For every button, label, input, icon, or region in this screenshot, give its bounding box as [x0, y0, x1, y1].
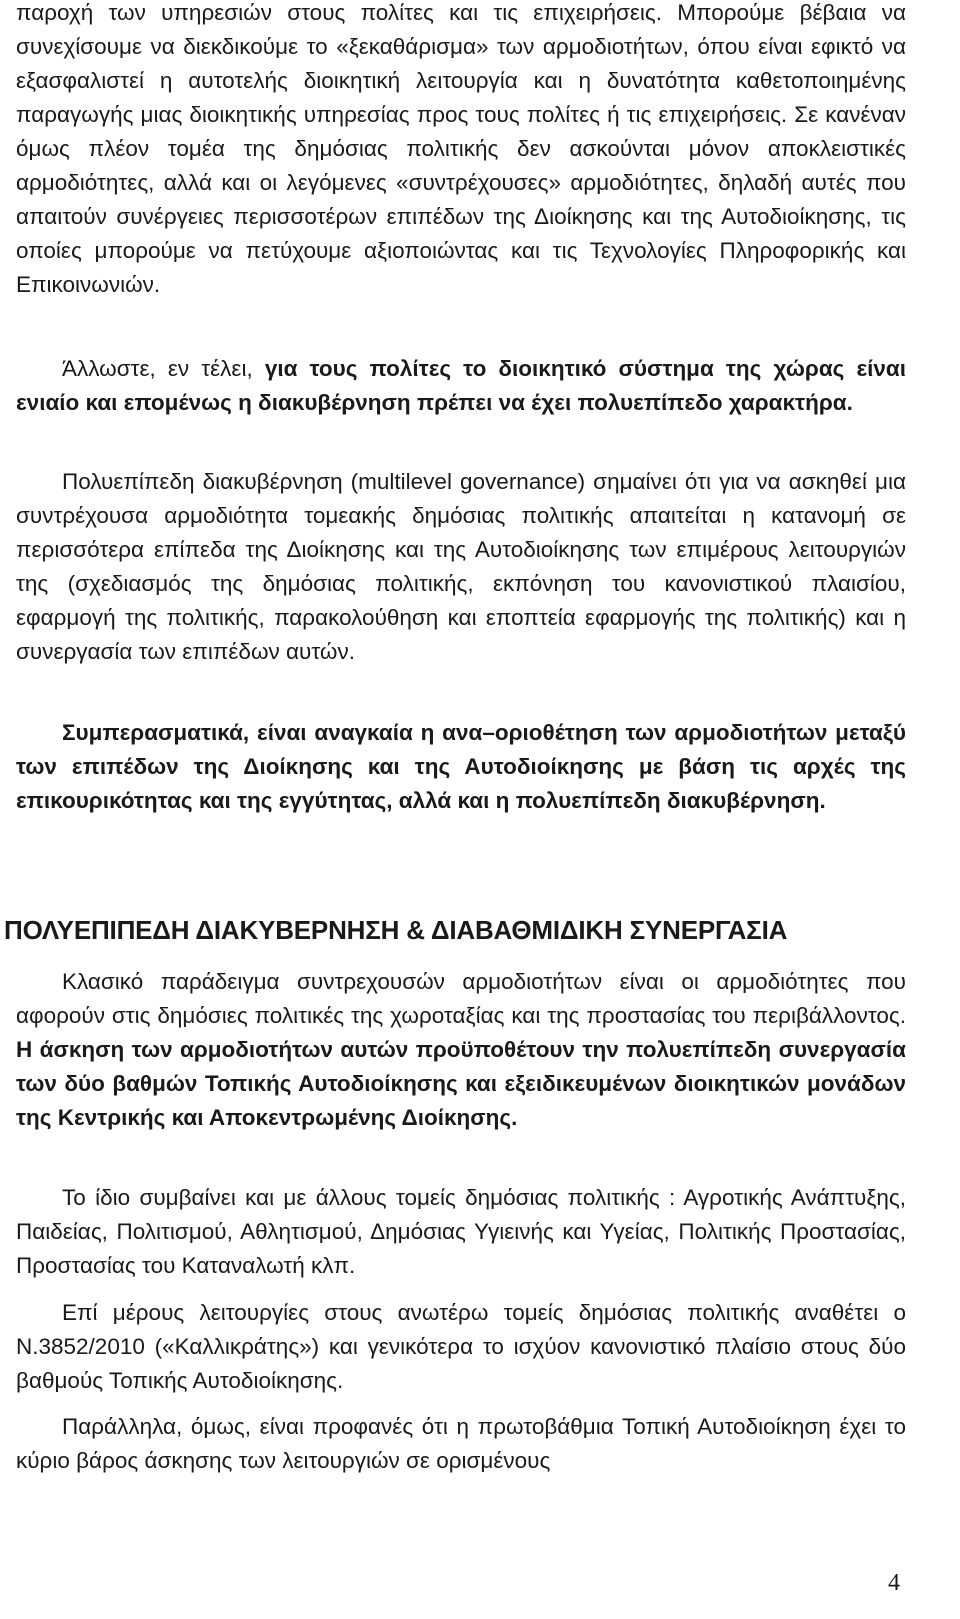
paragraph-other-sectors: Το ίδιο συμβαίνει και με άλλους τομείς δημόσιας πολιτικής : Αγροτικής Ανάπτυξης, Παιδείας, Πολιτισμού, Αθλητισμού, Δημόσιας Υγιεινής και Υγείας, Πολιτικής Προστασίας, Προστασίας του Καταναλωτή κλπ. — [16, 1185, 906, 1278]
paragraph-classic-example — [16, 965, 906, 1135]
paragraph-continuation: παροχή των υπηρεσιών στους πολίτες και τις επιχειρήσεις. Μπορούμε βέβαια να συνεχίσουμε να διεκδικούμε το «ξεκαθάρισμα» των αρμοδιοτήτων, όπου είναι εφικτό να εξασφαλιστεί η αυτοτελής διοικητική λειτουργία και η δυνατότητα καθετοποιημένης παραγωγής μιας διοικητικής υπηρεσίας προς τους πολίτες ή τις επιχειρήσεις. Σε κανέναν όμως πλέον τομέα της δημόσιας πολιτικής δεν ασκούνται μόνον αποκλειστικές αρμοδιότητες, αλλά και οι λεγόμενες «συντρέχουσες» αρμοδιότητες, δηλαδή αυτές που απαιτούν συνέργειες περισσοτέρων επιπέδων της Διοίκησης και της Αυτοδιοίκησης, τις οποίες μπορούμε να πετύχουμε αξιοποιώντας και τις Τεχνολογίες Πληροφορικής και Επικοινωνιών. — [16, 0, 906, 297]
paragraph-lead-text: Κλασικό παράδειγμα συντρεχουσών αρμοδιοτήτων είναι οι αρμοδιότητες που αφορούν στις δημόσιες πολιτικές της χωροταξίας και της προστασίας του περιβάλλοντος. — [16, 969, 906, 1028]
page-number: 4 — [888, 1570, 900, 1596]
paragraph-kallikratis: Επί μέρους λειτουργίες στους ανωτέρω τομείς δημόσιας πολιτικής αναθέτει ο Ν.3852/2010 («Καλλικράτης») και γενικότερα το ισχύον κανονιστικό πλαίσιο στους δύο βαθμούς Τοπικής Αυτοδιοίκησης. — [16, 1300, 906, 1393]
paragraph-lead-text: Άλλωστε, εν τέλει, — [62, 356, 265, 381]
paragraph-conclusion: Συμπερασματικά, είναι αναγκαία η ανα–οριοθέτηση των αρμοδιοτήτων μεταξύ των επιπέδων της Διοίκησης και της Αυτοδιοίκησης με βάση τις αρχές της επικουρικότητας και της εγγύτητας, αλλά και η πολυεπίπεδη διακυβέρνηση. — [16, 720, 906, 813]
paragraph-first-tier: Παράλληλα, όμως, είναι προφανές ότι η πρωτοβάθμια Τοπική Αυτοδιοίκηση έχει το κύριο βάρος άσκησης των λειτουργιών σε ορισμένους — [16, 1414, 906, 1473]
paragraph-bold-text: Η άσκηση των αρμοδιοτήτων αυτών προϋποθέτουν την πολυεπίπεδη συνεργασία των δύο βαθμών Τοπικής Αυτοδιοίκησης και εξειδικευμένων διοικητικών μονάδων της Κεντρικής και Αποκεντρωμένης Διοίκησης. — [16, 1037, 906, 1130]
section-heading: ΠΟΛΥΕΠΙΠΕΔΗ ΔΙΑΚΥΒΕΡΝΗΣΗ & ΔΙΑΒΑΘΜΙΔΙΚΗ ΣΥΝΕΡΓΑΣΙΑ — [4, 915, 788, 945]
paragraph-multilevel-governance: Πολυεπίπεδη διακυβέρνηση (multilevel governance) σημαίνει ότι για να ασκηθεί μια συντρέχουσα αρμοδιότητα τομεακής δημόσιας πολιτικής απαιτείται η κατανομή σε περισσότερα επίπεδα της Διοίκησης και της Αυτοδιοίκησης των επιμέρους λειτουργιών της (σχεδιασμός της δημόσιας πολιτικής, εκπόνηση του κανονιστικού πλαισίου, εφαρμογή της πολιτικής, παρακολούθηση και εποπτεία εφαρμογής της πολιτικής) και η συνεργασία των επιπέδων αυτών. — [16, 469, 906, 664]
paragraph-unified-system — [16, 352, 906, 420]
paragraph-bold-text: για τους πολίτες το διοικητικό σύστημα της χώρας είναι ενιαίο και επομένως η διακυβέρνηση πρέπει να έχει πολυεπίπεδο χαρακτήρα. — [16, 356, 906, 415]
